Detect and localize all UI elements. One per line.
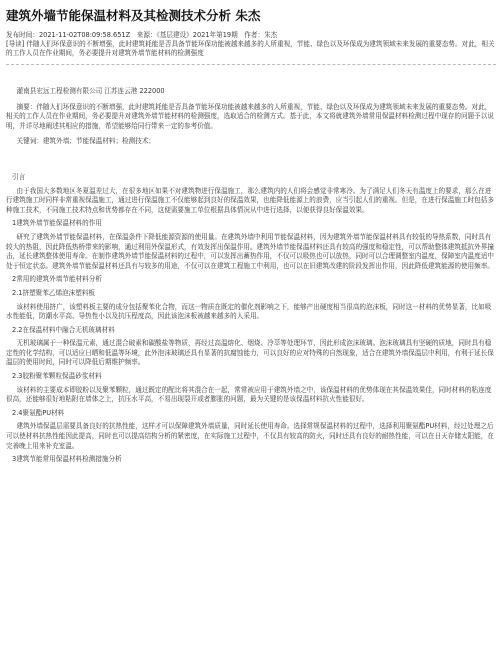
section-2-4-body: 建筑外墙保温层需要具备良好的抗热性能，这样才可以保障建筑外墙质量，同时延长使用寿命。选择常规保温材料的过程中，选择利用聚氨酯PU材料，经过处理之后可以使材料抗热性能因此提高，同时也可以提高结构分析的紧密度，在实际施工过程中，不仅具有较高的防火，同时还具有良好的耐热性能，可以在日天存储太阳能，在完善晚上用来补充室温。 [6, 422, 494, 450]
section-2-1-heading: 2.1挤塑聚苯乙烯泡沫塑料板 [12, 288, 96, 297]
section-2-3-body: 该材料的主要成本即胶粉以及聚苯颗粒，通过既定的配比将其混合在一起，常常被应用于建筑外墙之中，该保温材料的优势体现在其保温效果佳，同时材料的粘连度很高，还能够很好地粘附在墙体之上，抗压水平高，不易出现裂开或者膨胀的问题，最为关键的是该保温材料抗火性能很好。 [6, 385, 492, 404]
section-1-body: 研究了建筑外墙节能保温材料，在保温条件下降低能源资源的使用量。在建筑外墙中利用节能保温材料，因为建筑外墙节能保温材料具有较低的导热系数，同时具有较大的热阻，因此降低热桥带来的影响，通过利用外保温形式，有效发挥出保温作用。建筑外墙节能保温材料还具有较高的强度和稳定性，可以帮助整体建筑抵抗外界撞击，延长建筑整体使用寿命。在制作建筑外墙节能保温材料的过程中，可以发挥出蓄热作用，不仅可以吸热也可以放热，同时可以合理调整室内温度，保障室内温度适中处于恒定状态。建筑外墙节能保温材料还具有与较多的用途，不仅可以在建筑工程施工中利用，也可以在旧建筑改建的阶段发挥出作用，因此降低建筑能源的使用频率。 [6, 232, 494, 270]
page-title: 建筑外墙节能保温材料及其检测技术分析 朱杰 [6, 8, 261, 23]
intro-body: 由于我国大多数地区冬夏温差过大，在很多地区如果不对建筑物进行保温施工，那么建筑内的人们将会感觉非常寒冷。为了满足人们冬天有温度上的要求，那么在进行建筑施工时同样非常重视保温施工，通过进行保温施工不仅能够起到良好的保温效果，也能降低能源上的浪费，应当引起人们的重视。但是，在进行保温施工时包括多种施工技术，不同施工技术特点和优势都存在不同，这便需要施工单位根据具体情况从中进行选择，以便获得良好保温效果。 [6, 186, 494, 214]
section-2-3-heading: 2.3胶粉聚苯颗粒保温砂浆材料 [12, 372, 102, 381]
section-2-4-heading: 2.4聚氨酯PU材料 [12, 408, 65, 417]
abstract-lead: [导读] 伴随人们环保意识的不断增强，此时建筑耗能是否具备节能环保功能被越来越多的人所重视，节能、绿色以及环保成为建筑领域未来发展的重要态势。对此，相关的工作人员在作业期间，务必要提升对建筑外墙节能材料的检测强度 [6, 40, 495, 57]
section-2-1-body: 该材料使用挤广，该塑料板主要的成分包括聚苯化合物，而这一物质在既定的催化剂影响之下，能够产出硬度相当很高的泡沫板，同时这一材料的优势显著，比如吸水性能低，防潮水平高、导热性小以及抗压程度高，因此该泡沫板被越来越多的人采用。 [6, 302, 492, 321]
section-2-2-body: 无机玻璃属于一种保温元素，通过混合破素和碳酸盐等物质，再经过高温熔化、烟烧、冷萃等处理环节，因此形成泡沫玻璃。泡沫玻璃具有坚硬的质地，同时具有稳定性的化学结构，可以适应日晒和低温等环境，此外泡沫玻璃还具有显著的抗腐蚀能力，可以良好的应对特殊的自然现象，适合在建筑外墙保温层中利用，有利于延长保温层的使用时间，同时可以降低后期维护频率。 [6, 339, 494, 367]
affiliation: 灌南县宏远工程检测有限公司 江苏连云港 222000 [16, 87, 165, 95]
section-1-heading: 1建筑外墙节能保温材料的作用 [12, 219, 102, 228]
abstract-body: 摘要：伴随人们环保意识的不断增强，此时建筑耗能是否具备节能环保功能被越来越多的人所重视，节能、绿色以及环保成为建筑领域未来发展的重要态势。对此，相关的工作人员在作业期间，务必要提升对建筑外墙节能材料的检测强度，选取适合的检测方式。基于此，本文将就建筑外墙常用保温材料检测过程中现存的问题予以说明，并详尽地阐述其相应的措施，希望能够给同行带来一定的参考价值。 [6, 102, 494, 130]
keywords: 关键词：建筑外墙；节能保温材料；检测技术； [16, 137, 156, 146]
publish-info: 发布时间：2021-11-02T08:09:58.651Z 来源：《基层建设》2021年第19期 作者：朱杰 [6, 31, 278, 39]
section-2-heading: 2常用的建筑外墙节能材料分析 [12, 275, 102, 284]
section-3-heading: 3建筑节能常用保温材料检测措施分析 [12, 455, 122, 464]
section-2-2-heading: 2.2在保温材料中融合无机玻璃材料 [12, 325, 115, 334]
intro-heading: 引言 [12, 172, 26, 181]
